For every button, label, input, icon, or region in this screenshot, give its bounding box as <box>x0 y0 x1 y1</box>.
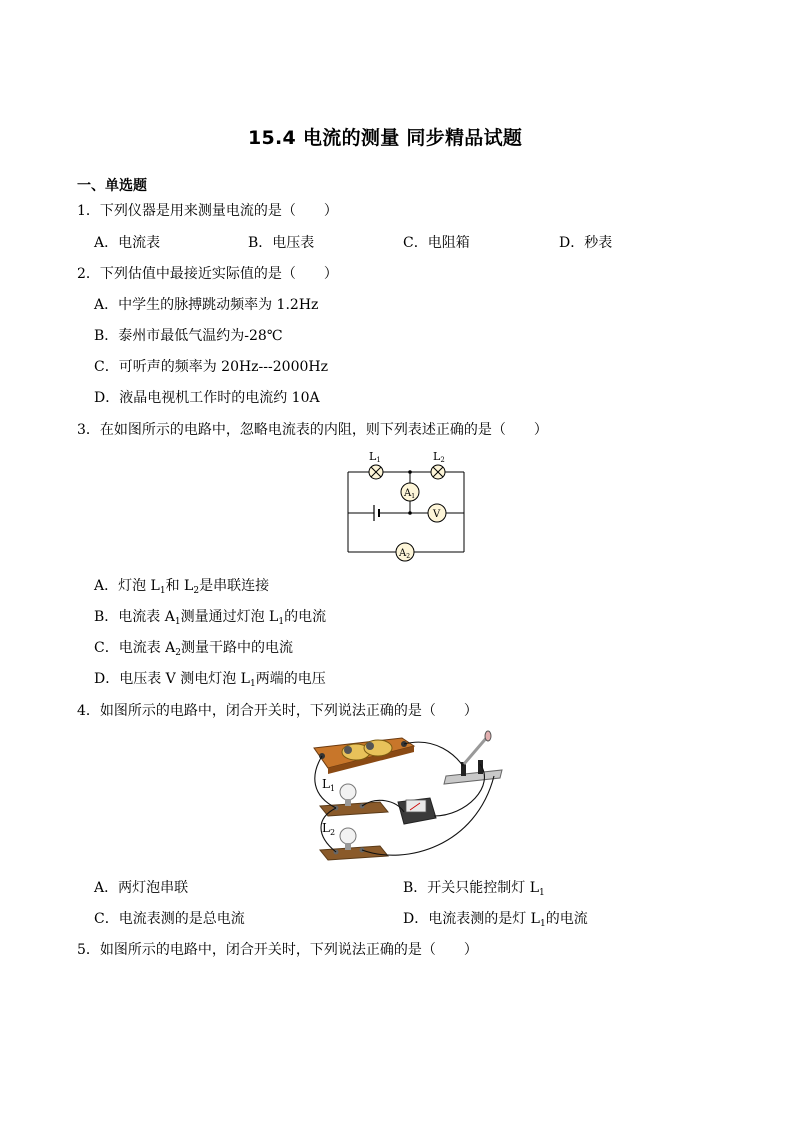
question-2-stem: 2．下列估值中最接近实际值的是（ ） <box>77 266 338 282</box>
question-3-stem: 3．在如图所示的电路中，忽略电流表的内阻，则下列表述正确的是（ ） <box>77 422 548 438</box>
question-3-option-c: C．电流表 $A_2$测量干路中的电流 <box>94 640 294 658</box>
battery-holder <box>314 738 414 774</box>
voltmeter-v-label: V <box>433 509 441 520</box>
question-1-option-b: B．电压表 <box>248 235 315 251</box>
lamp-l2-label: $L_2$ <box>322 821 336 837</box>
question-4-option-a: A．两灯泡串联 <box>94 880 189 896</box>
lamp-l2-label: L2 <box>433 450 445 464</box>
ammeter-a2-label: $A_2$ <box>399 548 411 560</box>
question-1-option-d: D．秒表 <box>559 235 613 251</box>
question-2-option-c: C．可听声的频率为 20Hz---2000Hz <box>94 359 328 375</box>
question-3-option-b: B．电流表 $A_1$测量通过灯泡 $L_1$的电流 <box>94 609 327 627</box>
question-1-option-a: A．电流表 <box>94 235 161 251</box>
lamp-l1-symbol <box>369 465 383 479</box>
lamp-l1-label: L1 <box>369 450 381 464</box>
question-3-circuit-diagram <box>340 446 470 566</box>
question-1-stem: 1．下列仪器是用来测量电流的是（ ） <box>77 203 338 219</box>
page-title: 15.4 电流的测量 同步精品试题 <box>248 127 523 149</box>
junction-dot <box>408 470 412 474</box>
question-2-option-b: B．泰州市最低气温约为-28℃ <box>94 328 283 344</box>
question-4-option-c: C．电流表测的是总电流 <box>94 911 245 927</box>
question-4-option-b: B．开关只能控制灯 $L_1$ <box>403 880 545 898</box>
question-2-option-a: A．中学生的脉搏跳动频率为 1.2Hz <box>94 297 319 313</box>
question-4-circuit-photo <box>306 726 506 862</box>
junction-dot <box>408 511 412 515</box>
section-title: 一、单选题 <box>77 178 147 194</box>
question-3-option-d: D．电压表 V 测电灯泡 $L_1$两端的电压 <box>94 671 326 689</box>
question-4-option-d: D．电流表测的是灯 $L_1$的电流 <box>403 911 588 929</box>
lamp-l2-symbol <box>431 465 445 479</box>
question-1-option-c: C．电阻箱 <box>403 235 470 251</box>
question-4-stem: 4．如图所示的电路中，闭合开关时，下列说法正确的是（ ） <box>77 703 478 719</box>
question-2-option-d: D．液晶电视机工作时的电流约 10A <box>94 390 320 406</box>
question-5-stem: 5．如图所示的电路中，闭合开关时，下列说法正确的是（ ） <box>77 942 478 958</box>
knife-switch <box>444 731 502 784</box>
lamp-l1-label: $L_1$ <box>322 777 336 793</box>
question-3-option-a: A．灯泡 $L_1$和 $L_2$是串联连接 <box>94 578 270 596</box>
ammeter-a1-label: $A_1$ <box>404 488 416 500</box>
